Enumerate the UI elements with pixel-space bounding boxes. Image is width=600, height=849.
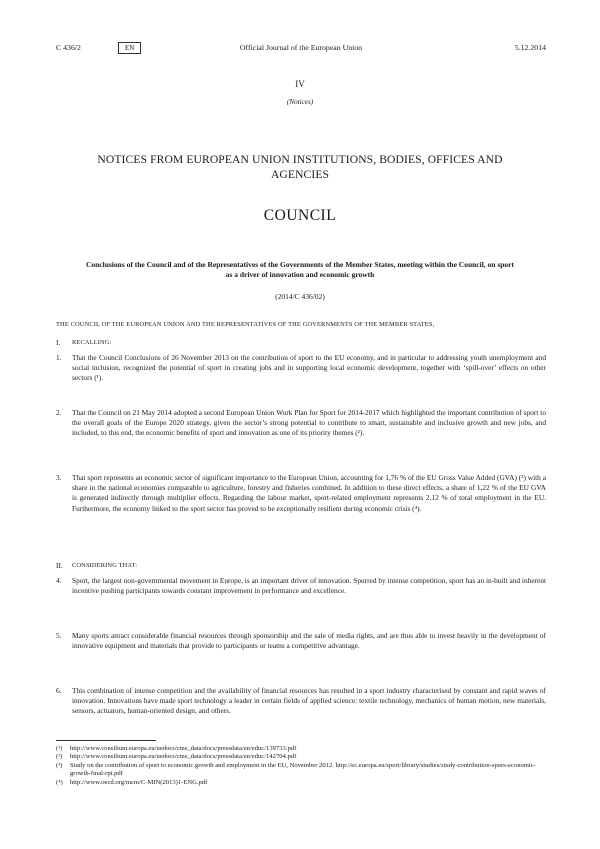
footnote-mark: (³) — [56, 761, 63, 769]
paragraph-number: 3. — [56, 473, 62, 482]
institution-heading: COUNCIL — [263, 207, 337, 224]
section-number: II. — [56, 561, 63, 570]
part-number: IV — [295, 79, 305, 89]
paragraph-number: 4. — [56, 576, 62, 585]
paragraph — [56, 631, 546, 651]
paragraph — [56, 353, 546, 384]
section-number: I. — [56, 338, 61, 347]
paragraph — [56, 576, 546, 596]
language-badge: EN — [118, 42, 141, 54]
paragraph — [56, 408, 546, 439]
footnote — [56, 762, 546, 779]
preamble: THE COUNCIL OF THE EUROPEAN UNION AND THE REPRESENTATIVES OF THE GOVERNMENTS OF THE MEMBER STATES, — [56, 321, 435, 328]
paragraph-number: 5. — [56, 631, 62, 640]
footnote — [56, 779, 546, 787]
paragraph-text: Many sports attract considerable financial resources through sponsorship and the sale of media rights, and are thus able to invest heavily in the development of innovative equipment and materials that provide to participants or teams a competitive advantage. — [72, 631, 546, 651]
page-header — [56, 42, 546, 56]
journal-title: Official Journal of the European Union — [239, 43, 363, 52]
paragraph-text: That the Council Conclusions of 26 November 2013 on the contribution of sport to the EU economy, and in particular to addressing youth unemployment and social inclusion, recognized the potential of sport in creating jobs and in supporting local economic development, together with ‘spill-over’ effects on other sectors (¹). — [72, 353, 546, 383]
section-label: CONSIDERING THAT: — [72, 562, 138, 569]
paragraph-text: That the Council on 21 May 2014 adopted a second European Union Work Plan for Sport for 2014-2017 which highlighted the important contribution of sport to the overall goals of the Europe 2020 strategy, given the sector’s strong potential to contribute to smart, sustainable and inclusive growth and new jobs, and included, to this end, the economic benefits of sport and innovation as one of its priority themes (²). — [72, 408, 546, 438]
publication-date: 5.12.2014 — [514, 43, 546, 52]
paragraph-text: This combination of intense competition and the availability of financial resources has resulted in a sport industry characterised by constant and rapid waves of innovation. Innovations have made sport technology a leader in certain fields of applied science: textile technology, mechanics of human motion, new materials, sensors, actuators, human-oriented design, and others. — [72, 686, 546, 716]
journal-reference: C 436/2 — [56, 43, 81, 52]
paragraph-number: 6. — [56, 686, 62, 695]
footnote-link[interactable]: http://www.consilium.europa.eu/uedocs/cms_data/docs/pressdata/en/educ/139733.pdf — [70, 745, 297, 752]
paragraph — [56, 473, 546, 514]
footnote-mark: (²) — [56, 753, 63, 761]
document-title: Conclusions of the Council and of the Representatives of the Governments of the Member States, meeting within the Council, on sport as a driver of innovation and economic growth — [85, 260, 515, 279]
footnote-mark: (⁴) — [56, 778, 63, 786]
document-reference: (2014/C 436/02) — [275, 292, 325, 301]
paragraph-number: 1. — [56, 353, 62, 362]
footnote — [56, 753, 546, 761]
footnote-divider — [56, 740, 156, 741]
notices-label: (Notices) — [286, 98, 314, 106]
paragraph — [56, 686, 546, 717]
footnote-link[interactable]: http://www.consilium.europa.eu/uedocs/cms_data/docs/pressdata/en/educ/142704.pdf — [70, 753, 297, 761]
section-label: RECALLING: — [72, 339, 112, 346]
section-heading: NOTICES FROM EUROPEAN UNION INSTITUTIONS, BODIES, OFFICES AND AGENCIES — [97, 153, 503, 181]
footnote-text: Study on the contribution of sport to economic growth and employment in the EU, November 2012. http://ec.europa.eu/sport/library/studies/study-contribution-spors-economic-growth-final-rpt.pdf — [70, 761, 536, 778]
footnote-link[interactable]: http://www.oecd.org/mcm/C-MIN(2013)1-ENG.pdf — [70, 778, 208, 786]
footnote-mark: (¹) — [56, 745, 63, 752]
paragraph-text: Sport, the largest non-governmental movement in Europe, is an important driver of innovation. Spurred by intense competition, sport has an in-built and inherent incentive pushing participants towards constant improvement in performance and excellence. — [72, 576, 546, 596]
footnote — [56, 745, 546, 753]
paragraph-number: 2. — [56, 408, 62, 417]
footnotes — [56, 745, 546, 787]
paragraph-text: That sport represents an economic sector of significant importance to the European Union, accounting for 1,76 % of the EU Gross Value Added (GVA) (³) with a share in the national economies comparable to agriculture, forestry and fisheries combined. In addition to these direct effects, a share of 1,22 % of the EU GVA is generated indirectly through multiplier effects. Regarding the labour market, sport-related employment represents 2,12 % of total employment in the EU. Furthermore, the economy linked to the sport sector has proved to be exceptionally resilient during economic crisis (⁴). — [72, 473, 546, 513]
